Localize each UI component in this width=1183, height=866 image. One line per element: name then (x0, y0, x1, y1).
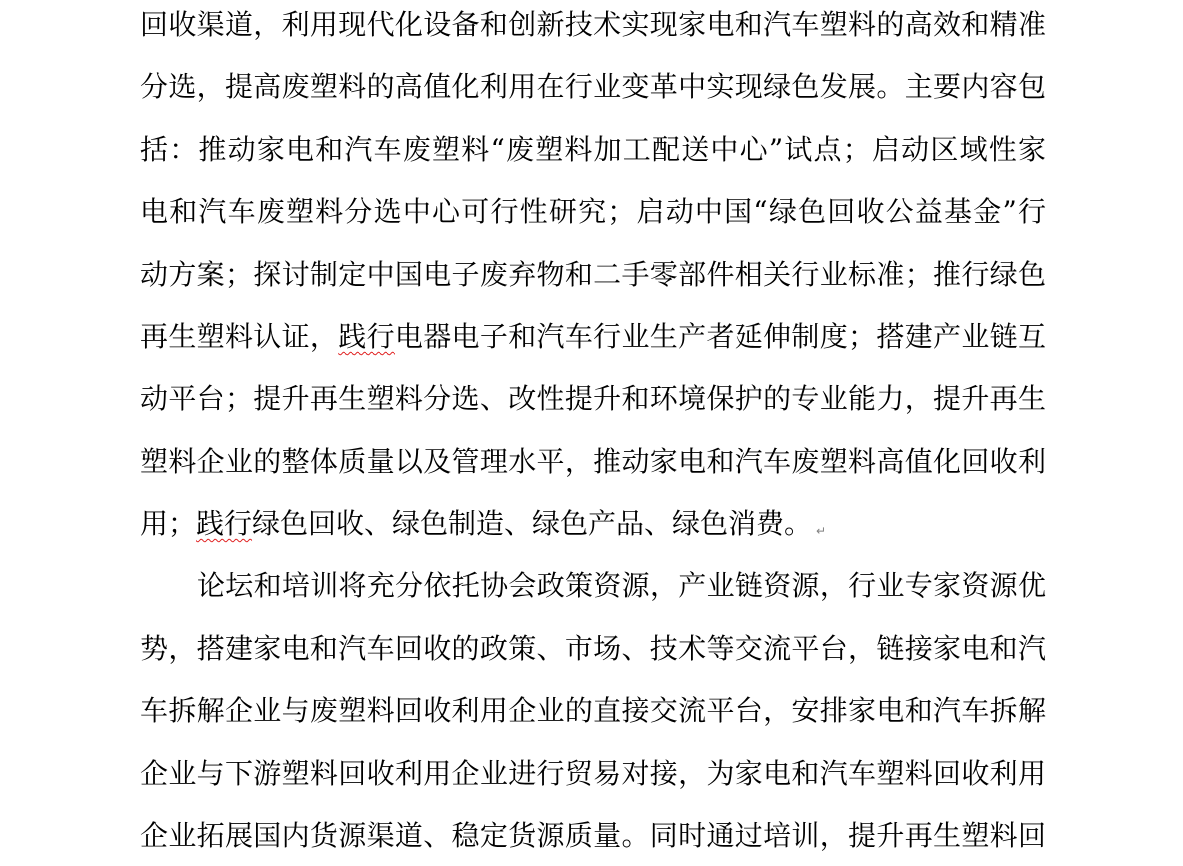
text-line (140, 629, 1046, 669)
text-segment: 绿色回收、绿色制造、绿色产品、绿色消费。 (252, 507, 813, 540)
text-segment: 分选，提高废塑料的高值化利用在行业变革中实现绿色发展。主要内容包 (140, 70, 1046, 103)
text-line (140, 504, 1046, 544)
text-line (140, 130, 1046, 170)
text-segment: 车拆解企业与废塑料回收利用企业的直接交流平台，安排家电和汽车拆解 (140, 694, 1046, 727)
text-segment: 回收渠道，利用现代化设备和创新技术实现家电和汽车塑料的高效和精准 (140, 8, 1046, 41)
text-segment: 势，搭建家电和汽车回收的政策、市场、技术等交流平台，链接家电和汽 (140, 632, 1046, 665)
text-line (140, 379, 1046, 419)
text-line (140, 255, 1046, 295)
text-line (140, 754, 1046, 794)
text-segment: 动方案；探讨制定中国电子废弃物和二手零部件相关行业标准；推行绿色 (140, 258, 1046, 291)
text-segment: 企业拓展国内货源渠道、稳定货源质量。同时通过培训，提升再生塑料回 (140, 819, 1046, 852)
spellcheck-word[interactable]: 践行 (196, 507, 253, 540)
text-line (140, 192, 1046, 232)
text-segment: 论坛和培训将充分依托协会政策资源，产业链资源，行业专家资源优 (197, 569, 1046, 602)
text-line (140, 816, 1046, 856)
text-segment: 企业与下游塑料回收利用企业进行贸易对接，为家电和汽车塑料回收利用 (140, 757, 1046, 790)
text-segment: 括：推动家电和汽车废塑料“废塑料加工配送中心”试点；启动区域性家 (140, 133, 1046, 166)
paragraph-mark-icon: ↵ (816, 524, 827, 538)
text-segment: 动平台；提升再生塑料分选、改性提升和环境保护的专业能力，提升再生 (140, 382, 1046, 415)
text-segment: 电器电子和汽车行业生产者延伸制度；搭建产业链互 (394, 320, 1046, 353)
text-line (197, 566, 1046, 606)
text-line (140, 317, 1046, 357)
text-line (140, 442, 1046, 482)
text-segment: 再生塑料认证， (140, 320, 339, 353)
text-segment: 电和汽车废塑料分选中心可行性研究；启动中国“绿色回收公益基金”行 (140, 195, 1046, 228)
spellcheck-word[interactable]: 践行 (338, 320, 395, 353)
text-line (140, 67, 1046, 107)
text-line (140, 691, 1046, 731)
text-segment: 塑料企业的整体质量以及管理水平，推动家电和汽车废塑料高值化回收利 (140, 445, 1046, 478)
text-line (140, 5, 1046, 45)
text-segment: 用； (140, 507, 197, 540)
